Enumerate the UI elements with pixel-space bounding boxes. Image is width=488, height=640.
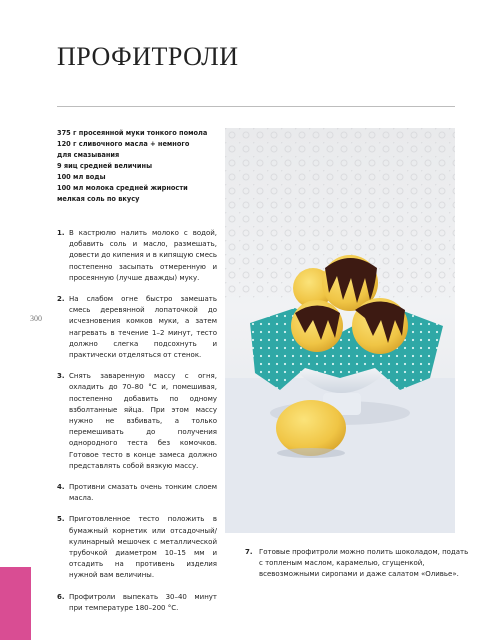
step-number: 7. — [245, 548, 253, 556]
step-text: Приготовленное тесто положить в бумажный корнетик или отсадочный/кулинарный мешочек с металлической трубочкой диаметром 10–15 мм и отсадить на противень изделия нужной вам величины. — [69, 515, 217, 580]
step-text: Профитроли выпекать 30–40 минут при температуре 180–200 °С. — [69, 592, 217, 612]
title-divider — [57, 106, 455, 107]
ingredient-item: 120 г сливочного масла + немного — [57, 140, 190, 148]
ingredients-list — [57, 128, 227, 205]
step-number: 5. — [57, 515, 65, 524]
ingredient-item: 100 мл воды — [57, 173, 106, 181]
recipe-step — [57, 294, 217, 361]
ingredient-item: 375 г просеянной муки тонкого помола — [57, 129, 208, 137]
ingredient-item: 100 мл молока средней жирности — [57, 184, 188, 192]
step-text: На слабом огне быстро замешать смесь деревянной лопаточкой до исчезновения комков муки, а затем нагревать в течение 1–2 минут, тесто должно слегка подсохнуть и практически отделяться от стенок. — [69, 295, 217, 360]
step-number: 1. — [57, 229, 65, 237]
recipe-step — [57, 592, 217, 614]
step-number: 2. — [57, 295, 65, 304]
step-number: 4. — [57, 483, 65, 492]
ingredient-item: для смазывания — [57, 151, 120, 159]
recipe-steps — [57, 228, 217, 624]
ingredient-item: 9 яиц средней величины — [57, 162, 153, 170]
recipe-step-7 — [245, 547, 474, 581]
recipe-step — [57, 371, 217, 472]
step-number: 6. — [57, 592, 65, 601]
step-text: В кастрюлю налить молоко с водой, добавить соль и масло, размешать, довести до кипения и в кипящую смесь постепенно засыпать отмеренную и просеянную (лучше дважды) муку. — [69, 229, 217, 282]
step-text: Противни смазать очень тонким слоем масла. — [69, 483, 217, 503]
chapter-color-tab — [0, 567, 31, 640]
page-number: 300 — [30, 314, 42, 323]
page-title: ПРОФИТРОЛИ — [57, 42, 239, 71]
recipe-step — [57, 228, 217, 284]
recipe-step — [57, 514, 217, 581]
ingredient-item: мелкая соль по вкусу — [57, 195, 140, 203]
step-text: Снять заваренную массу с огня, охладить до 70–80 °С и, помешивая, постепенно добавить по одному взболтанные яйца. При этом массу нужно не взбивать, а только перемешивать до получения однородного теста без комочков. Готовое тесто в конце замеса должно представлять собой вязкую массу. — [69, 372, 217, 470]
step-number: 3. — [57, 372, 65, 381]
recipe-step — [57, 482, 217, 504]
profiteroles-photo — [225, 128, 455, 533]
step-text: Готовые профитроли можно полить шоколадом, подать с топленым маслом, карамелью, сгущенкой, всевозможными сиропами и даже салатом «Оливье». — [259, 548, 469, 579]
